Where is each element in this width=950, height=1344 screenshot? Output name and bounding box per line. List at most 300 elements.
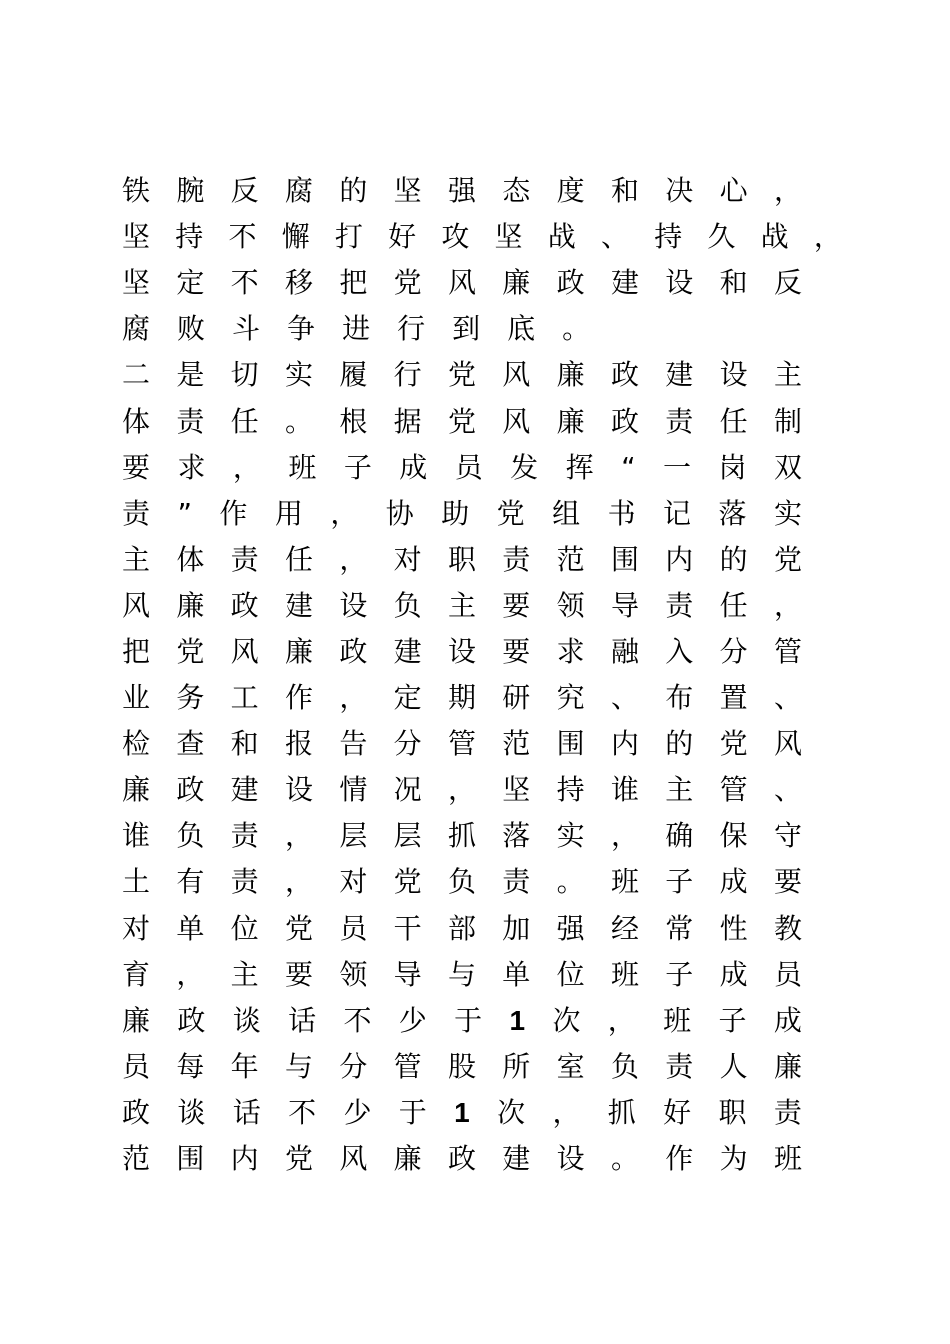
text-char: 持 [175, 220, 204, 254]
text-char: 和 [230, 727, 259, 761]
text-char: 争 [287, 312, 316, 346]
text-char: 廉 [556, 404, 585, 438]
text-char: 责 [502, 865, 531, 899]
text-char: 求 [556, 634, 585, 668]
text-line [122, 1136, 802, 1182]
text-char: 铁 [122, 174, 151, 208]
text-char: 于 [454, 1003, 483, 1037]
text-char: 分 [339, 1049, 368, 1083]
text-char: 设 [665, 266, 694, 300]
text-char: 政 [339, 634, 368, 668]
text-char: 建 [230, 773, 259, 807]
text-char: 班 [610, 865, 639, 899]
text-char: 党 [393, 865, 422, 899]
text-char: 持 [654, 220, 683, 254]
text-char: 围 [610, 542, 639, 576]
text-char: 风 [339, 1142, 368, 1176]
text-char: 次 [497, 1095, 526, 1129]
text-line [122, 1090, 802, 1136]
text-char: ， [447, 773, 476, 807]
text-char: 的 [339, 174, 368, 208]
text-char: 导 [393, 957, 422, 991]
text-char: 于 [398, 1095, 427, 1129]
text-char: 二 [122, 358, 151, 392]
text-char: 协 [385, 496, 414, 530]
text-char: 风 [447, 266, 476, 300]
text-char: 廉 [284, 634, 313, 668]
text-char: 党 [773, 542, 802, 576]
text-char: 制 [773, 404, 802, 438]
text-char: 位 [556, 957, 585, 991]
text-line [122, 629, 802, 675]
text-char: 领 [339, 957, 368, 991]
text-char: 育 [122, 957, 151, 991]
text-char: 次 [552, 1003, 581, 1037]
text-char: 情 [339, 773, 368, 807]
text-char: 定 [176, 266, 205, 300]
text-char: 期 [447, 681, 476, 715]
text-char: ， [176, 957, 205, 991]
text-char: 廉 [502, 266, 531, 300]
text-char: 作 [665, 1142, 694, 1176]
text-char: 久 [707, 220, 736, 254]
text-char: 的 [719, 542, 748, 576]
text-line [122, 813, 802, 859]
text-line [122, 952, 802, 998]
text-char: 用 [274, 496, 303, 530]
text-char: 心 [719, 174, 748, 208]
text-char: 作 [219, 496, 248, 530]
text-char: 分 [393, 727, 422, 761]
text-char: 与 [447, 957, 476, 991]
text-char: 管 [773, 634, 802, 668]
text-char: 负 [393, 588, 422, 622]
text-char: 实 [556, 819, 585, 853]
text-char: 1 [454, 1096, 470, 1128]
text-char: 内 [665, 542, 694, 576]
text-char: 务 [176, 681, 205, 715]
text-char: 和 [719, 266, 748, 300]
text-char: 责 [773, 1095, 802, 1129]
text-char: 和 [610, 174, 639, 208]
text-char: 打 [334, 220, 363, 254]
text-char: 懈 [281, 220, 310, 254]
text-char: 党 [447, 404, 476, 438]
body-text [122, 168, 842, 1182]
text-char: 腐 [122, 312, 151, 346]
text-line [122, 1044, 802, 1090]
text-char: ， [339, 681, 368, 715]
text-char: ， [610, 819, 639, 853]
text-line [122, 998, 802, 1044]
text-char: 政 [230, 588, 259, 622]
text-char: 落 [502, 819, 531, 853]
text-char: 检 [122, 727, 151, 761]
text-char: 要 [502, 588, 531, 622]
text-char: 主 [230, 957, 259, 991]
text-char: 党 [284, 911, 313, 945]
text-char: 主 [665, 773, 694, 807]
text-char: 政 [122, 1095, 151, 1129]
text-char: ， [284, 819, 313, 853]
text-char: 风 [502, 358, 531, 392]
text-char: 部 [447, 911, 476, 945]
text-char: 对 [393, 542, 422, 576]
text-char: 实 [284, 358, 313, 392]
text-char: 体 [176, 542, 205, 576]
text-char: 责 [665, 588, 694, 622]
text-char: 坚 [494, 220, 523, 254]
text-char: 与 [284, 1049, 313, 1083]
text-line [122, 859, 802, 905]
text-char: 。 [556, 865, 585, 899]
text-char: 子 [665, 957, 694, 991]
text-char: 话 [232, 1095, 261, 1129]
text-char: 行 [393, 358, 422, 392]
text-char: 教 [773, 911, 802, 945]
text-char: 抓 [607, 1095, 636, 1129]
text-char: 室 [556, 1049, 585, 1083]
text-char: 双 [773, 450, 802, 484]
text-char: ， [773, 174, 802, 208]
text-char: 子 [718, 1003, 747, 1037]
text-char: 风 [502, 404, 531, 438]
text-char: 任 [719, 404, 748, 438]
text-char: 责 [230, 542, 259, 576]
text-char: 建 [610, 266, 639, 300]
text-char: 一 [663, 450, 692, 484]
text-char: 责 [230, 865, 259, 899]
text-char: 不 [230, 266, 259, 300]
text-char: 廉 [773, 1049, 802, 1083]
text-char: 设 [284, 773, 313, 807]
text-char: 性 [719, 911, 748, 945]
text-char: 抓 [447, 819, 476, 853]
text-char: 导 [610, 588, 639, 622]
text-char: 坚 [122, 266, 151, 300]
text-char: 、 [773, 681, 802, 715]
text-char: 腐 [284, 174, 313, 208]
text-char: ， [284, 865, 313, 899]
text-line [122, 767, 802, 813]
text-char: 主 [122, 542, 151, 576]
text-char: 股 [447, 1049, 476, 1083]
text-char: 攻 [441, 220, 470, 254]
text-char: 管 [393, 1049, 422, 1083]
text-char: 作 [284, 681, 313, 715]
text-char: 成 [719, 865, 748, 899]
text-char: 持 [556, 773, 585, 807]
text-char: 好 [388, 220, 417, 254]
text-char: 管 [447, 727, 476, 761]
text-char: 少 [398, 1003, 427, 1037]
text-char: 守 [773, 819, 802, 853]
text-line [122, 306, 802, 352]
text-char: 政 [610, 358, 639, 392]
text-char: 告 [339, 727, 368, 761]
text-line [122, 537, 802, 583]
text-char: 少 [343, 1095, 372, 1129]
text-char: 廉 [176, 588, 205, 622]
text-char: 政 [556, 266, 585, 300]
text-char: 层 [339, 819, 368, 853]
text-char: 不 [228, 220, 257, 254]
text-char: 入 [665, 634, 694, 668]
text-char: 把 [339, 266, 368, 300]
text-char: 融 [610, 634, 639, 668]
text-char: 、 [610, 681, 639, 715]
text-char: 管 [719, 773, 748, 807]
text-line [122, 398, 802, 444]
text-line [122, 260, 802, 306]
text-char: 任 [719, 588, 748, 622]
text-char: 坚 [393, 174, 422, 208]
text-char: 的 [665, 727, 694, 761]
text-char: 反 [230, 174, 259, 208]
text-char: 负 [447, 865, 476, 899]
text-char: 据 [393, 404, 422, 438]
text-char: 责 [176, 404, 205, 438]
text-char: 坚 [502, 773, 531, 807]
text-char: 进 [342, 312, 371, 346]
text-char: ， [813, 220, 842, 254]
text-char: 不 [288, 1095, 317, 1129]
text-char: 查 [176, 727, 205, 761]
text-char: 围 [556, 727, 585, 761]
text-line [122, 583, 802, 629]
text-char: 层 [393, 819, 422, 853]
text-char: 职 [447, 542, 476, 576]
text-char: 战 [547, 220, 576, 254]
text-char: 责 [665, 1049, 694, 1083]
text-char: 干 [393, 911, 422, 945]
text-char: 决 [665, 174, 694, 208]
text-char: 行 [397, 312, 426, 346]
text-char: 定 [393, 681, 422, 715]
text-char: 成 [399, 450, 428, 484]
text-char: 班 [663, 1003, 692, 1037]
text-char: 责 [502, 542, 531, 576]
text-char: 书 [607, 496, 636, 530]
text-char: 履 [339, 358, 368, 392]
text-char: 员 [773, 957, 802, 991]
text-char: 责 [230, 819, 259, 853]
text-char: 落 [718, 496, 747, 530]
text-char: ， [232, 450, 261, 484]
text-char: 廉 [122, 1003, 151, 1037]
text-char: 设 [556, 1142, 585, 1176]
text-char: 主 [447, 588, 476, 622]
text-char: ” [177, 496, 192, 530]
text-char: 对 [122, 911, 151, 945]
text-char: 负 [610, 1049, 639, 1083]
text-char: 要 [773, 865, 802, 899]
text-line [122, 906, 802, 952]
text-line [122, 168, 802, 214]
text-line [122, 352, 802, 398]
text-char: 风 [230, 634, 259, 668]
text-char: 党 [719, 727, 748, 761]
text-char: 政 [447, 1142, 476, 1176]
text-char: 度 [556, 174, 585, 208]
text-char: 记 [663, 496, 692, 530]
text-char: 班 [610, 957, 639, 991]
text-char: 坚 [122, 220, 151, 254]
text-char: 要 [284, 957, 313, 991]
text-char: 子 [343, 450, 372, 484]
text-char: 党 [496, 496, 525, 530]
text-char: 。 [562, 312, 591, 346]
text-char: 报 [284, 727, 313, 761]
text-char: 班 [288, 450, 317, 484]
text-char: 工 [230, 681, 259, 715]
text-char: 责 [665, 404, 694, 438]
text-char: 廉 [122, 773, 151, 807]
text-char: 任 [284, 542, 313, 576]
text-char: 单 [176, 911, 205, 945]
text-char: 对 [339, 865, 368, 899]
text-char: 反 [773, 266, 802, 300]
text-char: 加 [502, 911, 531, 945]
text-char: ， [552, 1095, 581, 1129]
text-char: 、 [773, 773, 802, 807]
text-char: 战 [760, 220, 789, 254]
text-char: 、 [600, 220, 629, 254]
text-char: 好 [663, 1095, 692, 1129]
text-line [122, 491, 802, 537]
text-char: 究 [556, 681, 585, 715]
text-char: 挥 [565, 450, 594, 484]
text-char: ， [773, 588, 802, 622]
text-char: 所 [502, 1049, 531, 1083]
text-char: 风 [773, 727, 802, 761]
text-char: 人 [719, 1049, 748, 1083]
text-char: 经 [610, 911, 639, 945]
text-char: 保 [719, 819, 748, 853]
text-char: 到 [452, 312, 481, 346]
text-char: 要 [502, 634, 531, 668]
text-char: 。 [610, 1142, 639, 1176]
text-char: 谈 [232, 1003, 261, 1037]
text-char: 职 [718, 1095, 747, 1129]
text-char: 为 [719, 1142, 748, 1176]
text-char: 设 [339, 588, 368, 622]
text-char: 置 [719, 681, 748, 715]
text-char: ， [339, 542, 368, 576]
text-line [122, 675, 802, 721]
text-line [122, 445, 802, 491]
text-char: 员 [454, 450, 483, 484]
text-char: 范 [502, 727, 531, 761]
text-char: 谁 [122, 819, 151, 853]
text-char: 党 [393, 266, 422, 300]
text-char: 党 [447, 358, 476, 392]
text-char: 根 [339, 404, 368, 438]
text-char: 负 [176, 819, 205, 853]
text-char: 移 [284, 266, 313, 300]
text-char: 败 [177, 312, 206, 346]
text-char: 围 [176, 1142, 205, 1176]
text-char: 是 [176, 358, 205, 392]
text-char: 建 [393, 634, 422, 668]
text-char: 业 [122, 681, 151, 715]
text-char: 土 [122, 865, 151, 899]
text-char: 范 [556, 542, 585, 576]
text-char: 建 [665, 358, 694, 392]
text-char: 班 [773, 1142, 802, 1176]
text-char: 谈 [177, 1095, 206, 1129]
text-line [122, 721, 802, 767]
text-char: 领 [556, 588, 585, 622]
text-char: 布 [665, 681, 694, 715]
text-char: 话 [288, 1003, 317, 1037]
text-char: 况 [393, 773, 422, 807]
text-char: 党 [176, 634, 205, 668]
text-char: 有 [176, 865, 205, 899]
text-char: 主 [773, 358, 802, 392]
text-char: 设 [447, 634, 476, 668]
text-char: 研 [502, 681, 531, 715]
text-char: 把 [122, 634, 151, 668]
text-char: 建 [284, 588, 313, 622]
text-char: 成 [773, 1003, 802, 1037]
text-char: 风 [122, 588, 151, 622]
text-char: ， [607, 1003, 636, 1037]
text-char: 子 [665, 865, 694, 899]
text-char: 岗 [718, 450, 747, 484]
text-char: 任 [230, 404, 259, 438]
text-char: 态 [502, 174, 531, 208]
text-char: 体 [122, 404, 151, 438]
text-char: 建 [502, 1142, 531, 1176]
text-char: 确 [665, 819, 694, 853]
text-char: 每 [176, 1049, 205, 1083]
text-char: 范 [122, 1142, 151, 1176]
text-char: 年 [230, 1049, 259, 1083]
text-char: 强 [556, 911, 585, 945]
text-char: 政 [177, 1003, 206, 1037]
text-line [122, 214, 842, 260]
text-char: 员 [122, 1049, 151, 1083]
text-char: 员 [339, 911, 368, 945]
text-char: 内 [610, 727, 639, 761]
text-char: 单 [502, 957, 531, 991]
text-char: 分 [719, 634, 748, 668]
text-char: 位 [230, 911, 259, 945]
text-char: 政 [610, 404, 639, 438]
text-char: 强 [447, 174, 476, 208]
text-char: “ [621, 450, 636, 484]
text-char: 助 [441, 496, 470, 530]
text-char: 1 [509, 1004, 526, 1036]
text-char: 要 [122, 450, 151, 484]
text-char: 廉 [556, 358, 585, 392]
text-char: 。 [284, 404, 313, 438]
text-char: 责 [122, 496, 151, 530]
text-char: 内 [230, 1142, 259, 1176]
text-char: ， [330, 496, 359, 530]
text-char: 谁 [610, 773, 639, 807]
text-char: 斗 [232, 312, 261, 346]
text-char: 实 [773, 496, 802, 530]
text-char: 切 [230, 358, 259, 392]
text-char: 求 [177, 450, 206, 484]
text-char: 组 [552, 496, 581, 530]
text-char: 廉 [393, 1142, 422, 1176]
text-char: 设 [719, 358, 748, 392]
text-char: 腕 [176, 174, 205, 208]
text-char: 底 [507, 312, 536, 346]
